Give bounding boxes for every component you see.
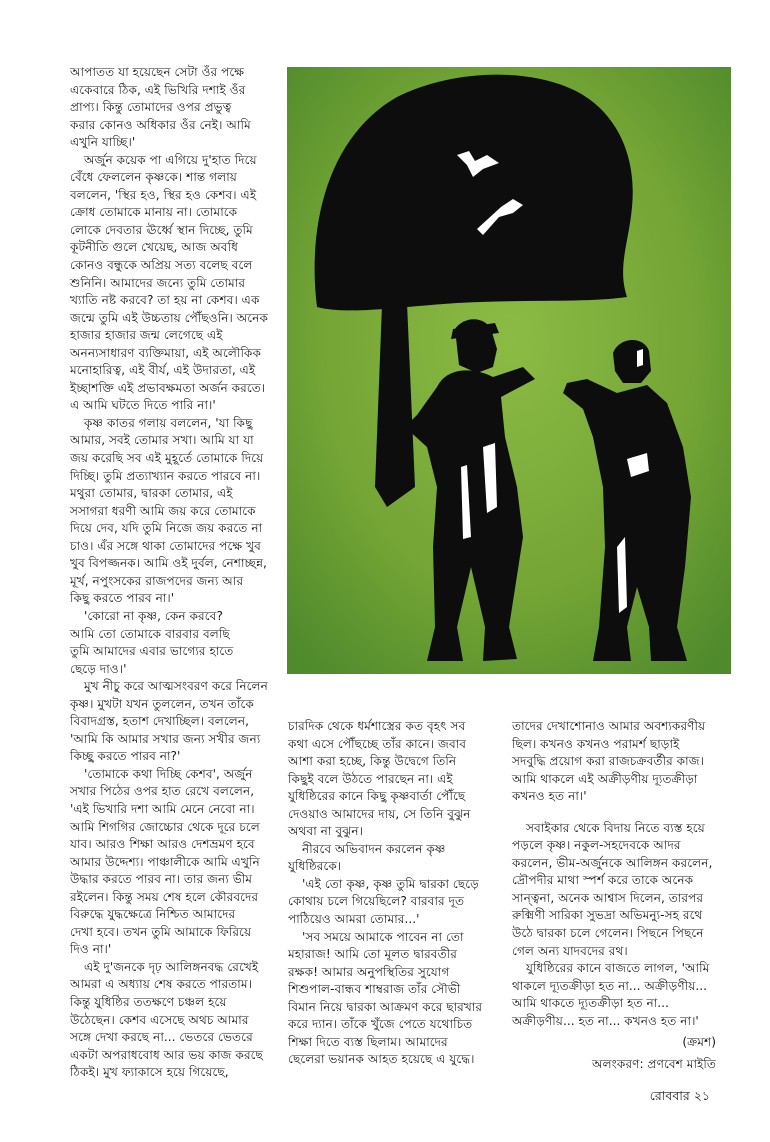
paragraph bbox=[512, 820, 724, 960]
text-line: আপাতত যা হয়েছেন সেটা ওঁর পক্ষে bbox=[70, 65, 245, 79]
text-line: অর্জুন কয়েক পা এগিয়ে দু'হাত দিয়ে bbox=[84, 152, 257, 167]
text-line: শিশুপাল-বান্ধব শাম্বরাজ তাঁর সৌভী bbox=[288, 982, 461, 997]
text-line: একটা অপরাধবোধ আর ভয় কাজ করছে bbox=[70, 1047, 263, 1062]
text-line: কিচ্ছু করতে পারব না?' bbox=[70, 749, 181, 764]
text-line: কৃষ্ণ। মুখটা যখন তুললেন, তখন তাঁকে bbox=[70, 696, 254, 711]
text-line: কিন্তু যুধিষ্ঠির ততক্ষণে চঞ্চল হয়ে bbox=[70, 994, 227, 1009]
text-line: মুখ নীচু করে আত্মসংবরণ করে নিলেন bbox=[84, 679, 268, 694]
text-line: জয় করেছি সব এই মুহূর্তে তোমাকে দিয়ে bbox=[70, 451, 264, 466]
text-line: যুধিষ্ঠিরের কানে বাজতে লাগল, 'আমি bbox=[526, 961, 710, 976]
text-line: সসাগরা ধরণী আমি জয় করে তোমাকে bbox=[70, 503, 256, 518]
paragraph bbox=[288, 876, 500, 929]
text-line: ইচ্ছাশক্তি এই প্রভাবক্ষমতা অর্জন করতে। bbox=[70, 380, 266, 395]
text-line: ছিল। কখনও কখনও পরামর্শ ছাড়াই bbox=[512, 736, 680, 751]
paragraph bbox=[70, 766, 282, 959]
text-line: একেবারে ঠিক, এই ভিখিরি দশাই ওঁর bbox=[70, 82, 246, 97]
text-line: অনন্যসাধারণ ব্যক্তিমায়া, এই অলৌকিক bbox=[70, 345, 261, 360]
illustration-svg bbox=[287, 67, 731, 674]
text-line: আমরা এ অধ্যায় শেষ করতে পারতাম। bbox=[70, 977, 252, 992]
paragraph bbox=[70, 415, 282, 608]
text-line: কোনও বন্ধুকে অপ্রিয় সত্য বলেছ বলে bbox=[70, 258, 253, 273]
paragraph bbox=[512, 960, 724, 1030]
paragraph bbox=[70, 678, 282, 766]
paragraph-gap bbox=[512, 806, 724, 820]
text-line: খ্যাতি নষ্ট করবে? তা হয় না কেশব। এক bbox=[70, 293, 260, 308]
text-line: খুব বিপজ্জনক। আমি ওই দুর্বল, নেশাচ্ছন্ন, bbox=[70, 556, 267, 571]
text-line: ক্রোধ তোমাকে মানায় না। তোমাকে bbox=[70, 205, 238, 220]
paragraph bbox=[70, 152, 282, 415]
paragraph bbox=[288, 929, 500, 1069]
text-line: হাজার হাজার জন্ম লেগেছে এই bbox=[70, 328, 223, 343]
text-line: তাদের দেখাশোনাও আমার অবশ্যকরণীয় bbox=[512, 719, 706, 733]
text-line: উদ্ধার করতে পারব না। তার জন্য ভীম bbox=[70, 872, 253, 887]
text-line: আমি থাকলে এই অক্রীড়ণীয় দ্যূতক্রীড়া bbox=[512, 771, 698, 786]
text-line: কিছুই বলে উঠতে পারছেন না। এই bbox=[288, 771, 453, 786]
text-line: চারদিক থেকে ধর্মশাস্ত্রের কত বৃহৎ সব bbox=[288, 719, 466, 733]
text-line: করার কোনও অধিকার ওঁর নেই। আমি bbox=[70, 117, 251, 132]
continued-marker: (ক্রমশ) bbox=[682, 1035, 716, 1050]
text-line: উঠে দ্বারকা চলে গেলেন। পিছনে পিছনে bbox=[512, 926, 704, 941]
text-line: রইলেন। কিন্তু সময় শেষ হলে কৌরবদের bbox=[70, 889, 259, 904]
text-line: 'আমি কি আমার সখার জন্য সখীর জন্য bbox=[70, 731, 261, 746]
text-line: সঙ্গে দেখা করছে না... ভেতরে ভেতরে bbox=[70, 1030, 253, 1045]
text-line: কৃষ্ণ কাতর গলায় বললেন, 'যা কিছু bbox=[84, 415, 253, 430]
text-line: শিক্ষা দিতে ব্যস্ত ছিলাম। আমাদের bbox=[288, 1034, 448, 1049]
paragraph bbox=[70, 608, 282, 678]
text-line: বিরুদ্ধে যুদ্ধক্ষেত্রে নিশ্চিত আমাদের bbox=[70, 907, 236, 922]
text-line: 'সব সময়ে আমাকে পাবেন না তো bbox=[302, 929, 464, 944]
text-line: আমার, সবই তোমার সখা। আমি যা যা bbox=[70, 433, 254, 448]
text-line: আমার উদ্দেশ্য। পাঞ্চালীকে আমি এখুনি bbox=[70, 854, 260, 869]
text-line: গেল অন্য যাদবদের রথ। bbox=[512, 943, 628, 958]
text-line: অক্রীড়ণীয়... হত না... কখনও হত না।' bbox=[512, 1013, 699, 1028]
text-line: সান্ত্বনা, অনেক আশ্বাস দিলেন, তারপর bbox=[512, 890, 704, 905]
text-line: তুমি আমাদের এবার ভাগ্যের হাতে bbox=[70, 644, 234, 659]
text-line: করলেন, ভীম-অর্জুনকে আলিঙ্গন করলেন, bbox=[512, 855, 713, 870]
paragraph bbox=[288, 841, 500, 876]
text-line: আমি শিগগির জোচ্চোর থেকে দূরে চলে bbox=[70, 819, 260, 834]
paragraph bbox=[512, 718, 724, 806]
text-column-3 bbox=[512, 718, 724, 1073]
text-line: সবাইকার থেকে বিদায় নিতে ব্যস্ত হয়ে bbox=[526, 820, 705, 835]
text-line: কখনও হত না।' bbox=[512, 789, 587, 804]
text-line: মূর্খ, নপুংসকের রাজপদের জন্য আর bbox=[70, 573, 244, 588]
text-line: 'তোমাকে কথা দিচ্ছি কেশব', অর্জুন bbox=[84, 766, 253, 781]
text-line: উঠেছেন। কেশব এসেছে অথচ আমার bbox=[70, 1012, 249, 1027]
text-line: দেওয়াও আমাদের দায়, সে তিনি বুঝুন bbox=[288, 806, 471, 821]
text-line: শুনিনি। আমাদের জন্যে তুমি তোমার bbox=[70, 275, 246, 290]
page-footer-label: রোববার ২১ bbox=[649, 1088, 710, 1103]
text-line: এখুনি যাচ্ছি।' bbox=[70, 135, 136, 150]
text-line: অথবা না বুঝুন। bbox=[288, 824, 363, 839]
text-column-2 bbox=[288, 718, 500, 1069]
text-line: মনোহারিত্ব, এই বীর্য, এই উদারতা, এই bbox=[70, 363, 256, 378]
text-line: যুধিষ্ঠিরের কানে কিছু কৃষ্ণবার্তা পৌঁছে bbox=[288, 789, 466, 804]
text-line: 'এই ভিখারি দশা আমি মেনে নেবো না। bbox=[70, 801, 255, 816]
text-line: এই দু'জনকে দৃঢ় আলিঙ্গনবদ্ধ রেখেই bbox=[84, 959, 259, 974]
text-line: মথুরা তোমার, দ্বারকা তোমার, এই bbox=[70, 486, 233, 501]
text-line: সখার পিঠের ওপর হাত রেখে বললেন, bbox=[70, 784, 255, 799]
text-line: করে দ্যান। তাঁকে খুঁজে পেতে যথোচিত bbox=[288, 1017, 473, 1032]
text-line: আমি থাকতে দ্যূতক্রীড়া হত না... bbox=[512, 996, 669, 1011]
text-line: কথা এসে পৌঁছচ্ছে তাঁর কানে। জবাব bbox=[288, 736, 467, 751]
text-line: কোথায় চলে গিয়েছিলে? বারবার দূত bbox=[288, 894, 465, 909]
text-line: পড়লে কৃষ্ণ। নকুল-সহদেবকে আদর bbox=[512, 838, 681, 853]
text-line: দ্রৌপদীর মাথা স্পর্শ করে তাকে অনেক bbox=[512, 873, 694, 888]
text-column-1 bbox=[70, 64, 282, 1082]
text-line: নীরবে অভিবাদন করলেন কৃষ্ণ bbox=[302, 841, 446, 856]
text-line: সদবুদ্ধি প্রয়োগ করা রাজচক্রবর্তীর কাজ। bbox=[512, 754, 704, 769]
text-line: যুধিষ্ঠিরকে। bbox=[288, 859, 342, 874]
text-line: ছেলেরা ভয়ানক আহত হয়েছে এ যুদ্ধে। bbox=[288, 1052, 475, 1067]
text-line: দিয়ে দেব, যদি তুমি নিজে জয় করতে না bbox=[70, 521, 263, 536]
paragraph bbox=[288, 718, 500, 841]
text-line: বললেন, 'স্থির হও, স্থির হও কেশব। এই bbox=[70, 187, 257, 202]
text-line: দেখা হবে। তখন তুমি আমাকে ফিরিয়ে bbox=[70, 924, 252, 939]
text-line: মহারাজ! আমি তো মূলত দ্বারবতীর bbox=[288, 947, 457, 962]
text-line: 'কোরো না কৃষ্ণ, কেন করবে? bbox=[84, 608, 223, 623]
text-line: রুক্মিণী সারিকা সুভদ্রা অভিমন্যু-সহ রথে bbox=[512, 908, 703, 923]
text-line: বিবাদগ্রস্ত, হতাশ দেখাচ্ছিল। বললেন, bbox=[70, 714, 250, 729]
text-line: ছেড়ে দাও।' bbox=[70, 661, 127, 676]
text-line: এ আমি ঘটতে দিতে পারি না।' bbox=[70, 398, 216, 413]
story-illustration bbox=[287, 67, 731, 674]
text-line: যাব। আরও শিক্ষা আরও দেশভ্রমণ হবে bbox=[70, 837, 255, 852]
text-line: কূটনীতি গুলে খেয়েছ, আজ অবধি bbox=[70, 240, 238, 255]
text-line: চাও। এঁর সঙ্গে থাকা তোমাদের পক্ষে খুব bbox=[70, 538, 261, 553]
text-line: দিচ্ছি। তুমি প্রত্যাখ্যান করতে পারবে না। bbox=[70, 468, 261, 483]
paragraph bbox=[70, 959, 282, 1082]
text-line: লোকে দেবতার ঊর্ধ্বে স্থান দিচ্ছে, তুমি bbox=[70, 222, 253, 237]
text-line: থাকলে দ্যূতক্রীড়া হত না... অক্রীড়ণীয়... bbox=[512, 978, 707, 993]
illustration-credit: অলংকরণ: প্রণবেশ মাইতি bbox=[592, 1056, 716, 1071]
text-line: বিমান নিয়ে দ্বারকা আক্রমণ করে ছারখার bbox=[288, 999, 483, 1014]
paragraph bbox=[70, 64, 282, 152]
text-line: জন্মে তুমি এই উচ্চতায় পৌঁছওনি। অনেক bbox=[70, 310, 268, 325]
text-line: প্রাপ্য। কিন্তু তোমাদের ওপর প্রভুত্ব bbox=[70, 100, 232, 115]
text-line: বেঁধে ফেললেন কৃষ্ণকে। শান্ত গলায় bbox=[70, 170, 237, 185]
text-line: 'এই তো কৃষ্ণ, কৃষ্ণ তুমি দ্বারকা ছেড়ে bbox=[302, 876, 479, 891]
text-line: রক্ষক! আমার অনুপস্থিতির সুযোগ bbox=[288, 964, 450, 979]
text-line: কিছু করতে পারব না।' bbox=[70, 591, 175, 606]
text-line: ঠিকই। মুখ ফ্যাকাসে হয়ে গিয়েছে, bbox=[70, 1065, 229, 1080]
text-line: পাঠিয়েও আমরা তোমার...' bbox=[288, 912, 420, 927]
text-line: দিও না।' bbox=[70, 942, 112, 957]
text-line: আশা করা হচ্ছে, কিন্তু উদ্বেগে তিনি bbox=[288, 754, 457, 769]
text-line: আমি তো তোমাকে বারবার বলছি bbox=[70, 626, 230, 641]
